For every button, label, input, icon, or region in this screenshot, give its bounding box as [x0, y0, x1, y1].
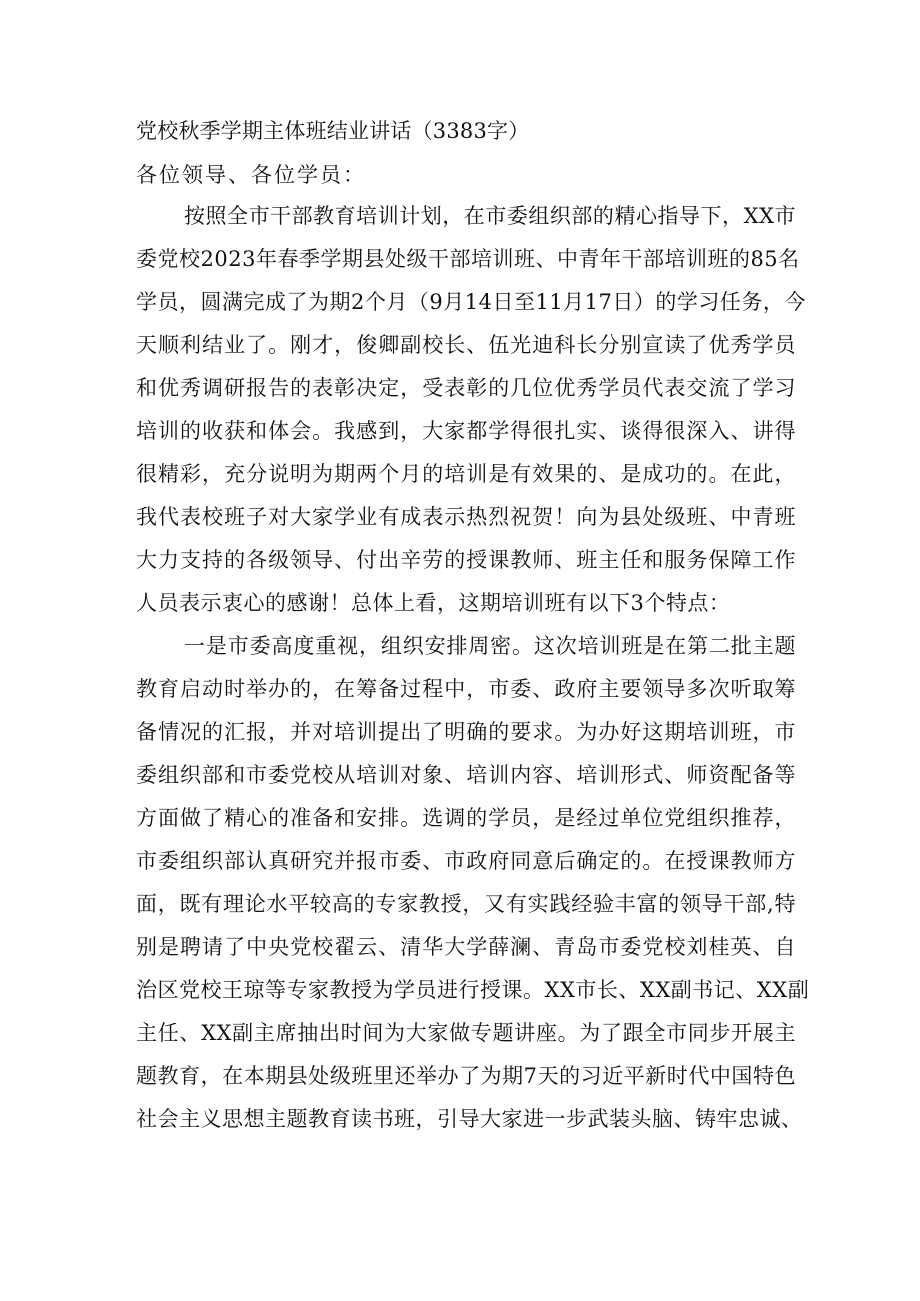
- document-title: 党校秋季学期主体班结业讲话（3383字）: [136, 119, 530, 143]
- body-line: 培训的收获和体会。我感到，大家都学得很扎实、谈得很深入、讲得: [136, 419, 796, 443]
- body-line: 别是聘请了中央党校翟云、清华大学薛澜、青岛市委党校刘桂英、自: [136, 935, 796, 959]
- body-line: 天顺利结业了。刚才，俊卿副校长、伍光迪科长分别宣读了优秀学员: [136, 333, 796, 357]
- body-line: 方面做了精心的准备和安排。选调的学员，是经过单位党组织推荐，: [136, 806, 796, 830]
- body-line: 社会主义思想主题教育读书班，引导大家进一步武装头脑、铸牢忠诚、: [136, 1107, 803, 1131]
- body-line: 市委组织部认真研究并报市委、市政府同意后确定的。在授课教师方: [136, 849, 796, 873]
- body-line: 一是市委高度重视，组织安排周密。这次培训班是在第二批主题: [184, 634, 796, 658]
- body-line: 按照全市干部教育培训计划，在市委组织部的精心指导下，XX市: [184, 204, 796, 228]
- salutation: 各位领导、各位学员：: [136, 163, 366, 187]
- body-line: 主任、XX副主席抽出时间为大家做专题讲座。为了跟全市同步开展主: [136, 1021, 796, 1045]
- body-line: 人员表示衷心的感谢！总体上看，这期培训班有以下3个特点：: [136, 591, 731, 615]
- body-line: 题教育，在本期县处级班里还举办了为期7天的习近平新时代中国特色: [136, 1064, 796, 1088]
- body-line: 备情况的汇报，并对培训提出了明确的要求。为办好这期培训班，市: [136, 720, 796, 744]
- body-line: 和优秀调研报告的表彰决定，受表彰的几位优秀学员代表交流了学习: [136, 376, 796, 400]
- body-line: 教育启动时举办的，在筹备过程中，市委、政府主要领导多次听取筹: [136, 677, 796, 701]
- body-line: 很精彩，充分说明为期两个月的培训是有效果的、是成功的。在此，: [136, 462, 796, 486]
- body-line: 治区党校王琼等专家教授为学员进行授课。XX市长、XX副书记、XX副: [136, 978, 810, 1002]
- body-line: 我代表校班子对大家学业有成表示热烈祝贺！向为县处级班、中青班: [136, 505, 796, 529]
- body-line: 学员，圆满完成了为期2个月（9月14日至11月17日）的学习任务，今: [136, 290, 806, 314]
- body-line: 委党校2023年春季学期县处级干部培训班、中青年干部培训班的85名: [136, 247, 800, 271]
- body-line: 面，既有理论水平较高的专家教授，又有实践经验丰富的领导干部,特: [136, 892, 796, 916]
- body-line: 委组织部和市委党校从培训对象、培训内容、培训形式、师资配备等: [136, 763, 796, 787]
- body-line: 大力支持的各级领导、付出辛劳的授课教师、班主任和服务保障工作: [136, 548, 796, 572]
